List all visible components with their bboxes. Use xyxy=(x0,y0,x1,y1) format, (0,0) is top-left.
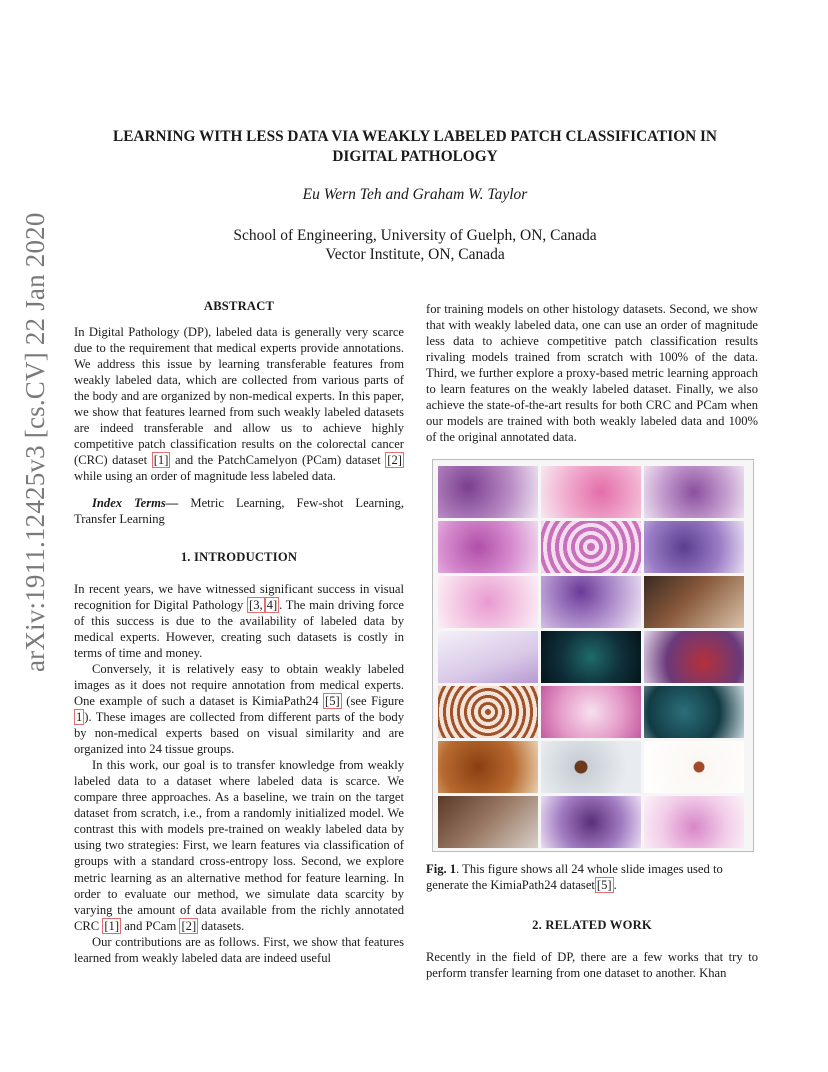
slide-thumbnail xyxy=(644,521,744,573)
citation-link[interactable]: [1] xyxy=(153,453,169,468)
slide-thumbnail xyxy=(438,521,538,573)
slide-thumbnail xyxy=(541,796,641,848)
related-work-heading: 2. RELATED WORK xyxy=(532,918,652,932)
slide-thumbnail xyxy=(644,466,744,518)
contributions-paragraph: for training models on other histology datasets. Second, we show that with weakly labeled data, one can use an order of magnitude less data to achieve competitive patch classification results rivaling models trained from scratch with 100% of the data. Third, we further explore a proxy-based metric learning approach to learn features on the weakly labeled dataset. Finally, we also achieve the state-of-the-art results for both CRC and PCam when our models are trained with both weakly labeled data and 100% of the original annotated data. xyxy=(426,302,758,445)
slide-thumbnail xyxy=(644,631,744,683)
affiliation-1: School of Engineering, University of Guelph, ON, Canada xyxy=(233,227,597,244)
intro-text-part: and PCam xyxy=(121,918,180,933)
slide-thumbnail xyxy=(438,686,538,738)
abstract-heading: ABSTRACT xyxy=(203,299,275,313)
left-column xyxy=(74,298,404,966)
slide-thumbnail xyxy=(541,521,641,573)
abstract-text-part: and the PatchCamelyon (PCam) dataset xyxy=(170,453,386,468)
right-column xyxy=(426,301,758,445)
citation-link[interactable]: 4] xyxy=(266,597,278,612)
paper-title xyxy=(70,127,760,167)
slide-thumbnail xyxy=(438,466,538,518)
slide-thumbnail xyxy=(644,741,744,793)
index-terms-label: Index Terms— xyxy=(92,495,179,510)
abstract-text-part: In Digital Pathology (DP), labeled data is generally very scarce due to the requirement that medical experts provide annotations. We address this issue by learning transferable features from weakly labeled data, which are collected from various parts of the body and are organized by non-medical experts. In this paper, we show that features learned from such weakly labeled datasets are indeed transferable and allow us to achieve highly competitive patch classification results on the colorectal cancer (CRC) dataset xyxy=(74,325,404,468)
affiliation-2: Vector Institute, ON, Canada xyxy=(325,246,505,263)
index-terms-text: Metric Learning, Few-shot Learning, Transfer Learning xyxy=(74,495,405,526)
title-line-2: DIGITAL PATHOLOGY xyxy=(332,148,498,165)
affiliations xyxy=(70,226,760,264)
slide-thumbnail xyxy=(438,796,538,848)
intro-text-part: . The main driving force of this success is due to the availability of labeled data by medical experts. However, creating such datasets is costly in terms of time and money. xyxy=(74,597,404,660)
slide-thumbnail xyxy=(541,576,641,628)
citation-link[interactable]: [1] xyxy=(104,918,120,933)
introduction-heading: 1. INTRODUCTION xyxy=(180,549,298,564)
slide-thumbnail xyxy=(541,466,641,518)
intro-paragraph-2 xyxy=(74,661,404,757)
citation-link[interactable]: [5] xyxy=(325,693,340,708)
intro-text-part: In recent years, we have witnessed significant success in visual recognition for Digital Pathology xyxy=(74,581,404,612)
intro-text-part: (see Figure xyxy=(341,693,404,708)
intro-text-part: datasets. xyxy=(198,918,245,933)
figure-link[interactable]: 1 xyxy=(76,710,83,725)
abstract-text xyxy=(74,324,404,484)
intro-text-part: In this work, our goal is to transfer knowledge from weakly labeled data to a dataset where labeled data is scarce. We compare three approaches. As a baseline, we train on the target dataset from scratch, i.e., from a randomly initialized model. We contrast this with models pre-trained on weakly labeled data by using two strategies: First, we learn features via classification of groups with a standard cross-entropy loss. Second, we explore metric learning as an alternative method for feature learning. In order to evaluate our method, we simulate data scarcity by varying the amount of data available from the richly annotated CRC xyxy=(74,758,404,933)
intro-text-part: Conversely, it is relatively easy to obtain weakly labeled images as it does not require annotation from medical experts. One example of such a dataset is KimiaPath24 xyxy=(74,661,404,708)
title-line-1: LEARNING WITH LESS DATA VIA WEAKLY LABELED PATCH CLASSIFICATION IN xyxy=(113,128,717,145)
caption-label: Fig. 1 xyxy=(426,862,457,876)
slide-thumbnail xyxy=(541,741,641,793)
slide-thumbnail xyxy=(438,576,538,628)
slide-thumbnail xyxy=(438,741,538,793)
figure-caption xyxy=(426,861,758,893)
citation-link[interactable]: [3, xyxy=(249,597,263,612)
abstract-text-part: while using an order of magnitude less labeled data. xyxy=(74,469,336,484)
citation-link[interactable]: [5] xyxy=(596,878,612,893)
slide-image-figure xyxy=(432,459,754,852)
caption-text: . This figure shows all 24 whole slide images used to generate the KimiaPath24 dataset xyxy=(426,862,723,893)
intro-paragraph-4: Our contributions are as follows. First, we show that features learned from weakly labeled data are indeed useful xyxy=(74,934,404,965)
slide-thumbnail xyxy=(644,686,744,738)
slide-thumbnail xyxy=(644,576,744,628)
caption-text: . xyxy=(613,878,617,893)
related-work-section xyxy=(426,917,758,981)
slide-thumbnail xyxy=(541,631,641,683)
citation-link[interactable]: [2] xyxy=(181,918,197,933)
index-terms xyxy=(74,495,404,527)
related-work-text: Recently in the field of DP, there are a few works that try to perform transfer learning from one dataset to another. Khan xyxy=(426,950,758,981)
intro-paragraph-1 xyxy=(74,581,404,661)
authors: Eu Wern Teh and Graham W. Taylor xyxy=(302,186,528,203)
arxiv-identifier: arXiv:1911.12425v3 [cs.CV] 22 Jan 2020 xyxy=(20,212,50,672)
intro-text-part: ). These images are collected from different parts of the body by non-medical experts based on visual similarity and are organized into 24 tissue groups. xyxy=(74,710,404,757)
intro-paragraph-3 xyxy=(74,757,404,934)
slide-thumbnail xyxy=(644,796,744,848)
slide-thumbnail xyxy=(541,686,641,738)
slide-thumbnail xyxy=(438,631,538,683)
citation-link[interactable]: [2] xyxy=(387,453,402,468)
